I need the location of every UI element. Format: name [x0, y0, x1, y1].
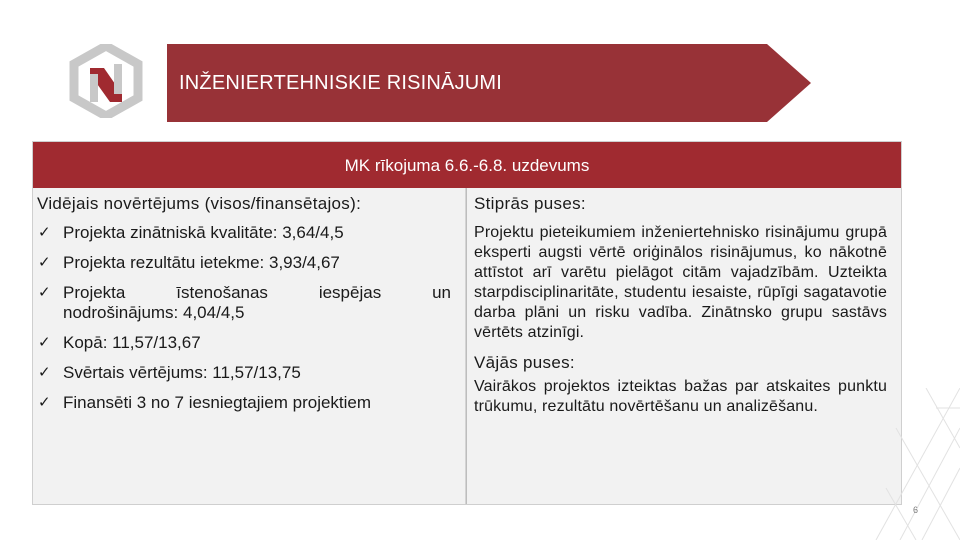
weaknesses-text: Vairākos projektos izteiktas bažas par atskaites punktu trūkumu, rezultātu novērtēšanu un analizēšanu. [474, 378, 887, 415]
check-icon: ✓ [38, 254, 51, 271]
check-icon: ✓ [38, 224, 51, 241]
list-item-line: nodrošinājums: 4,04/4,5 [63, 303, 245, 322]
title-banner [167, 44, 811, 122]
evaluation-list [37, 223, 451, 413]
assessment-column [466, 188, 901, 504]
panel-heading: MK rīkojuma 6.6.-6.8. uzdevums [33, 142, 901, 188]
list-item [37, 253, 451, 273]
weaknesses-title: Vājās puses: [474, 353, 575, 372]
page-number: 6 [913, 505, 919, 515]
list-item-text: Svērtais vērtējums: 11,57/13,75 [63, 363, 301, 382]
evaluation-column [33, 188, 466, 504]
logo [58, 44, 154, 118]
check-icon: ✓ [38, 284, 51, 301]
page-title: INŽENIERTEHNISKIE RISINĀJUMI [179, 72, 503, 94]
list-item-text: Kopā: 11,57/13,67 [63, 333, 201, 352]
list-item [37, 363, 451, 383]
list-item [37, 223, 451, 243]
list-item [37, 283, 451, 323]
list-item-text: Projekta rezultātu ietekme: 3,93/4,67 [63, 253, 340, 272]
list-item-text [63, 283, 451, 323]
check-icon: ✓ [38, 394, 51, 411]
check-icon: ✓ [38, 364, 51, 381]
strengths-title: Stiprās puses: [474, 194, 586, 213]
list-item [37, 333, 451, 353]
list-item [37, 393, 451, 413]
strengths-text: Projektu pieteikumiem inženiertehnisko risinājumu grupā eksperti augsti vērtē oriģinālos risinājumus, ko nākotnē attīstot arī varētu pielāgot citām vajadzībām. Uzteikta starpdisciplinaritāte, studentu iesaiste, rūpīgi sagatavotie darba plāni un risku vadība. Zinātnsko grupu sastāvs vērtēts atzinīgi. [474, 224, 887, 341]
list-item-line: Projekta īstenošanas iespējas un [63, 283, 451, 302]
decorative-pattern [866, 388, 960, 540]
check-icon: ✓ [38, 334, 51, 351]
list-item-text: Finansēti 3 no 7 iesniegtajiem projektiem [63, 393, 372, 412]
content-panel [32, 141, 902, 505]
evaluation-title: Vidējais novērtējums (visos/finansētajos): [37, 194, 362, 213]
list-item-text: Projekta zinātniskā kvalitāte: 3,64/4,5 [63, 223, 344, 242]
